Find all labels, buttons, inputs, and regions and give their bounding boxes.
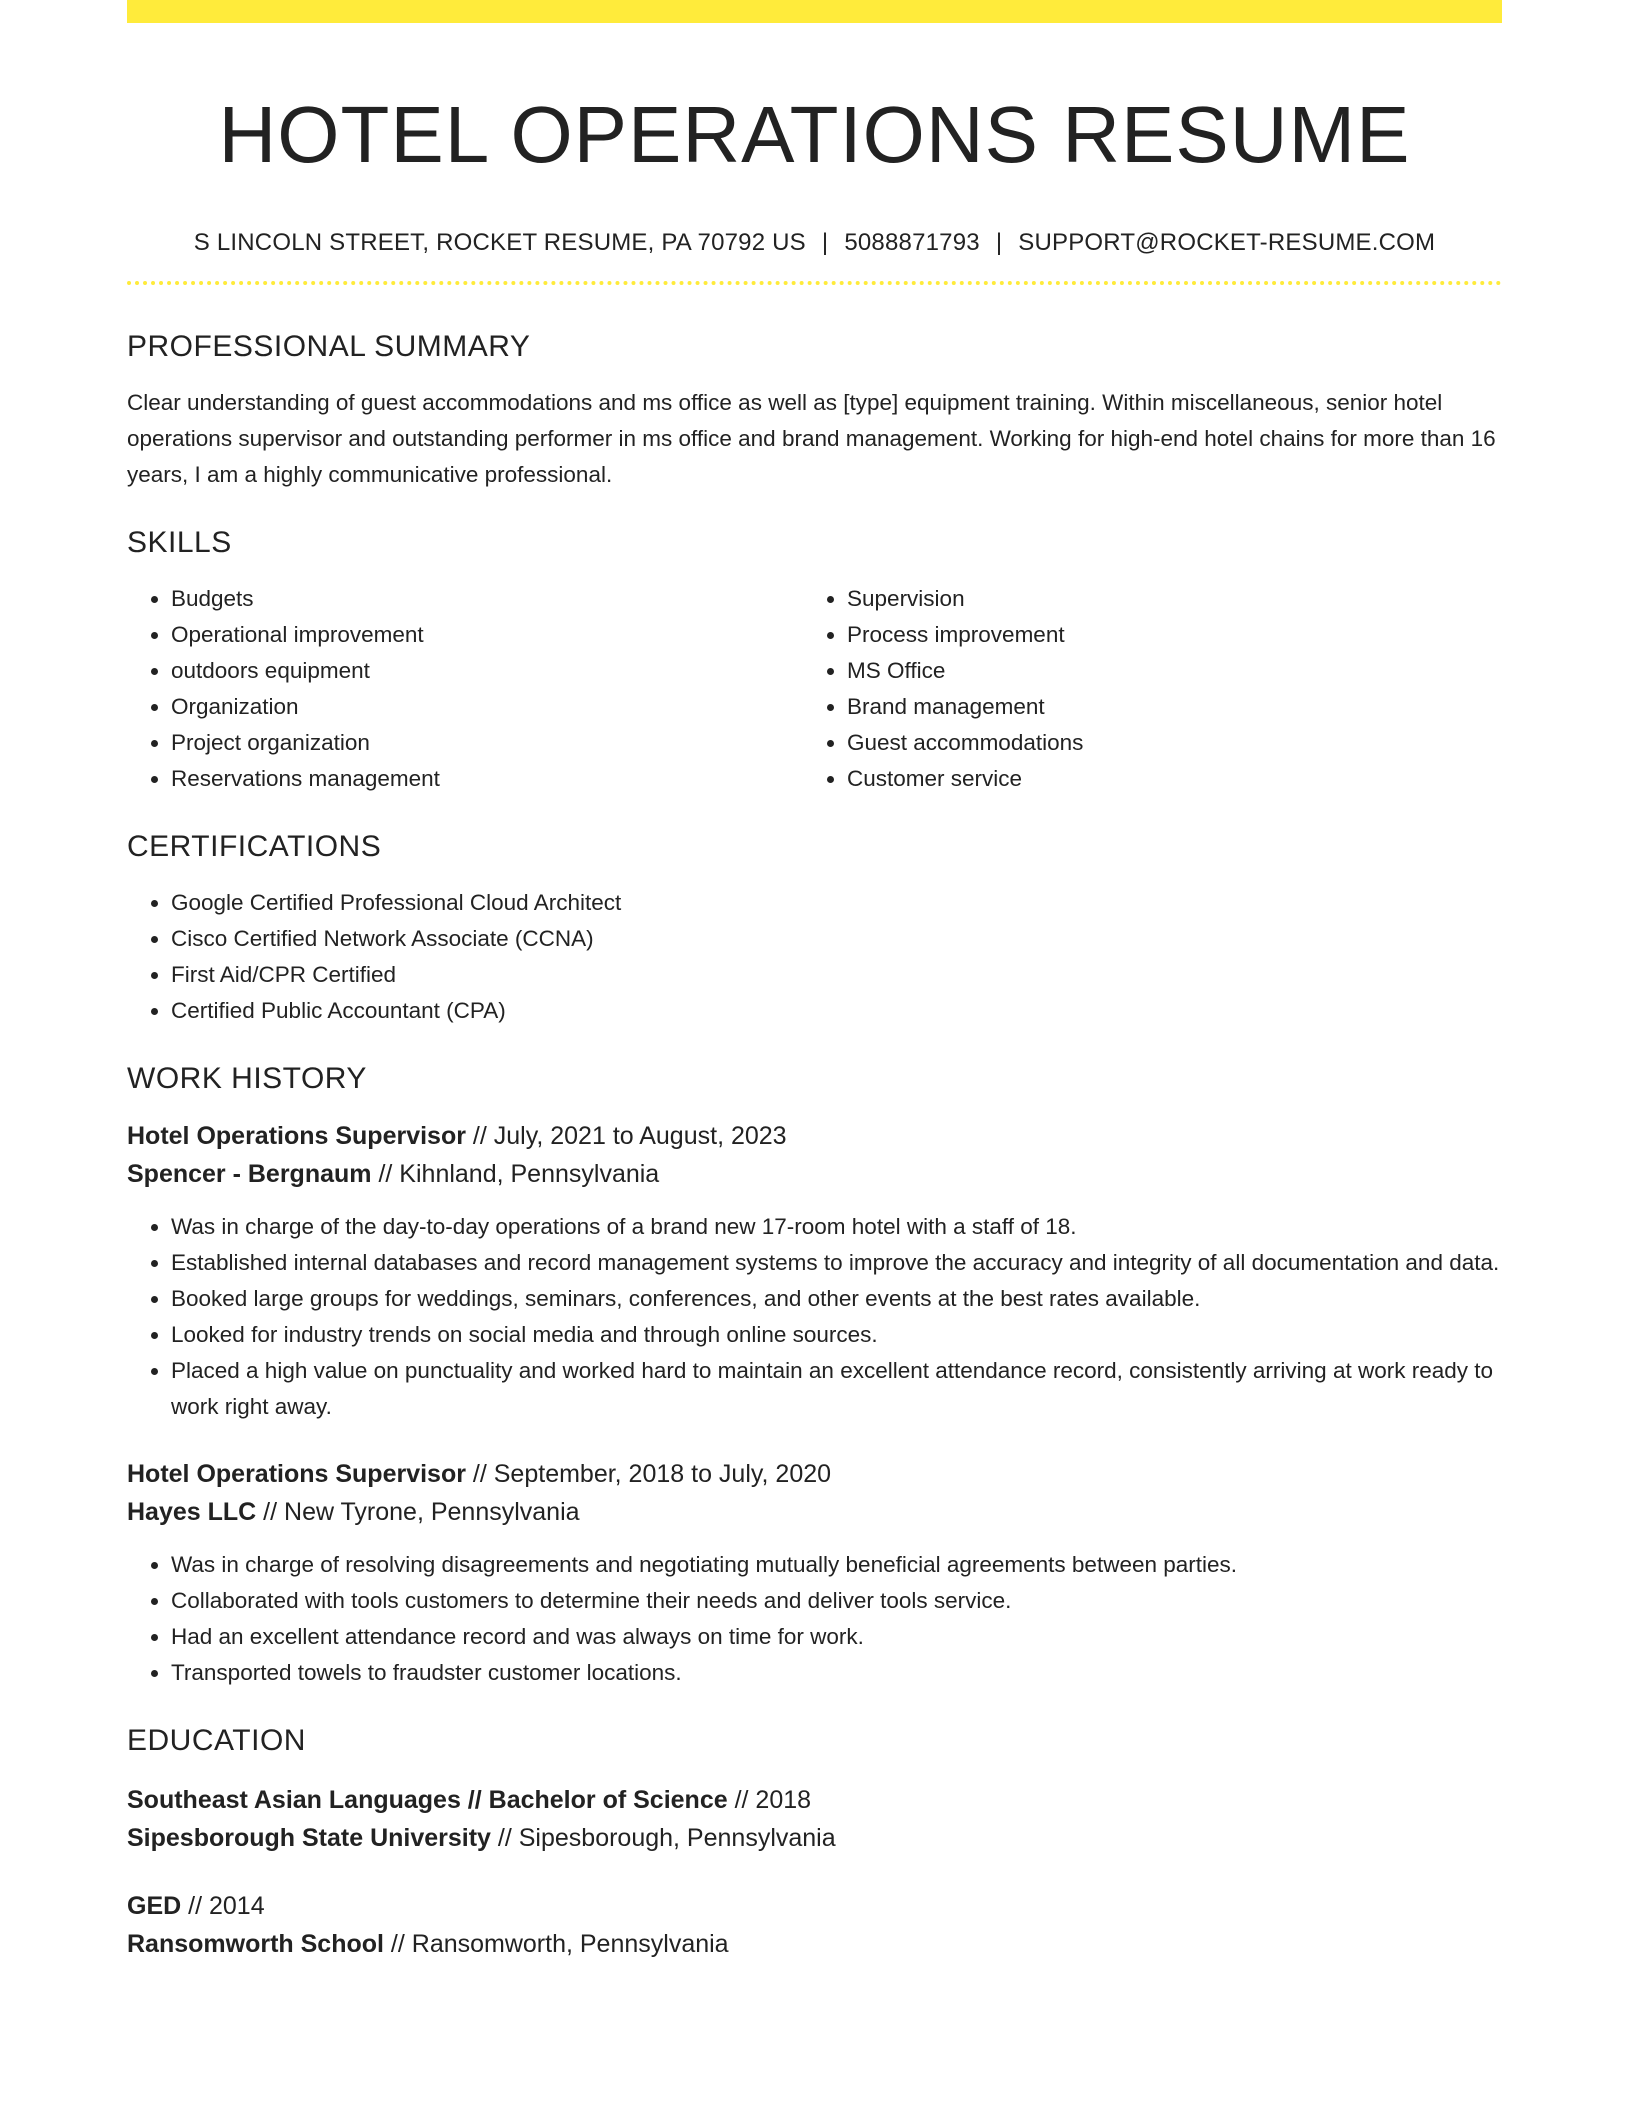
school-name: Sipesborough State University [127,1824,491,1852]
contact-line [127,227,1502,259]
accent-bar [127,0,1502,23]
job-company: Hayes LLC [127,1498,257,1526]
job-location: // New Tyrone, Pennsylvania [263,1498,580,1526]
skill-item: • Operational improvement [171,617,803,653]
job-dates: // September, 2018 to July, 2020 [472,1460,832,1488]
education-entry [127,1781,1502,1857]
job-bullet: • Booked large groups for weddings, seminars, conferences, and other events at the best rates available. [171,1281,1502,1317]
certifications-list [127,885,1502,1029]
job-bullet: • Was in charge of the day-to-day operations of a brand new 17-room hotel with a staff of 18. [171,1209,1502,1245]
school-line [127,1925,1502,1963]
address-text: S LINCOLN STREET, ROCKET RESUME, PA 70792 US [193,229,806,256]
resume-title: HOTEL OPERATIONS RESUME [218,90,1411,179]
contact-separator: | [995,229,1003,256]
job-company-line [127,1493,1502,1531]
job-title-line [127,1117,1502,1155]
skill-item: • Budgets [171,581,803,617]
degree-line [127,1887,1502,1925]
job-bullet: • Collaborated with tools customers to determine their needs and deliver tools service. [171,1583,1502,1619]
skills-column-right [803,581,1502,797]
job-bullets [127,1547,1502,1691]
job-title-line [127,1455,1502,1493]
job-role: Hotel Operations Supervisor [127,1460,466,1488]
degree-year: // 2014 [188,1892,265,1920]
job-entry [127,1455,1502,1691]
certifications-heading: CERTIFICATIONS [127,830,382,863]
skill-item: • Supervision [847,581,1502,617]
certification-item: • Cisco Certified Network Associate (CCNA) [171,921,1502,957]
job-bullet: • Transported towels to fraudster customer locations. [171,1655,1502,1691]
skill-item: • Reservations management [171,761,803,797]
job-bullet: • Established internal databases and record management systems to improve the accuracy and integrity of all documentation and data. [171,1245,1502,1281]
degree-name: Southeast Asian Languages // Bachelor of Science [127,1786,728,1814]
skill-item: • outdoors equipment [171,653,803,689]
skills-list [127,581,1502,797]
job-entry [127,1117,1502,1425]
job-role: Hotel Operations Supervisor [127,1122,466,1150]
skills-column-left [127,581,803,797]
skill-item: • MS Office [847,653,1502,689]
skill-item: • Customer service [847,761,1502,797]
certification-item: • Google Certified Professional Cloud Architect [171,885,1502,921]
dotted-divider [127,281,1502,285]
education-entry [127,1887,1502,1963]
phone-text: 5088871793 [844,229,980,256]
school-location: // Ransomworth, Pennsylvania [390,1930,729,1958]
school-line [127,1819,1502,1857]
email-text: SUPPORT@ROCKET-RESUME.COM [1018,229,1436,256]
summary-heading: PROFESSIONAL SUMMARY [127,330,531,363]
certification-item: • First Aid/CPR Certified [171,957,1502,993]
job-location: // Kihnland, Pennsylvania [378,1160,660,1188]
work-history-heading: WORK HISTORY [127,1062,367,1095]
school-name: Ransomworth School [127,1930,384,1958]
job-bullets [127,1209,1502,1425]
certification-item: • Certified Public Accountant (CPA) [171,993,1502,1029]
degree-name: GED [127,1892,182,1920]
job-company-line [127,1155,1502,1193]
school-location: // Sipesborough, Pennsylvania [497,1824,836,1852]
job-dates: // July, 2021 to August, 2023 [472,1122,787,1150]
summary-text: Clear understanding of guest accommodations and ms office as well as [type] equipment training. Within miscellaneous, senior hotel operations supervisor and outstanding performer in ms office and brand management. Working for high-end hotel chains for more than 16 years, I am a highly communicative professional. [127,390,1496,487]
contact-separator: | [821,229,829,256]
resume-page [127,0,1502,1963]
skill-item: • Brand management [847,689,1502,725]
job-bullet: • Looked for industry trends on social media and through online sources. [171,1317,1502,1353]
degree-year: // 2018 [734,1786,812,1814]
degree-line [127,1781,1502,1819]
skill-item: • Organization [171,689,803,725]
skill-item: • Process improvement [847,617,1502,653]
skill-item: • Guest accommodations [847,725,1502,761]
job-bullet: • Placed a high value on punctuality and worked hard to maintain an excellent attendance record, consistently arriving at work ready to work right away. [171,1353,1502,1425]
skill-item: • Project organization [171,725,803,761]
job-bullet: • Was in charge of resolving disagreements and negotiating mutually beneficial agreements between parties. [171,1547,1502,1583]
skills-heading: SKILLS [127,526,232,559]
job-company: Spencer - Bergnaum [127,1160,372,1188]
job-bullet: • Had an excellent attendance record and was always on time for work. [171,1619,1502,1655]
education-heading: EDUCATION [127,1724,306,1757]
